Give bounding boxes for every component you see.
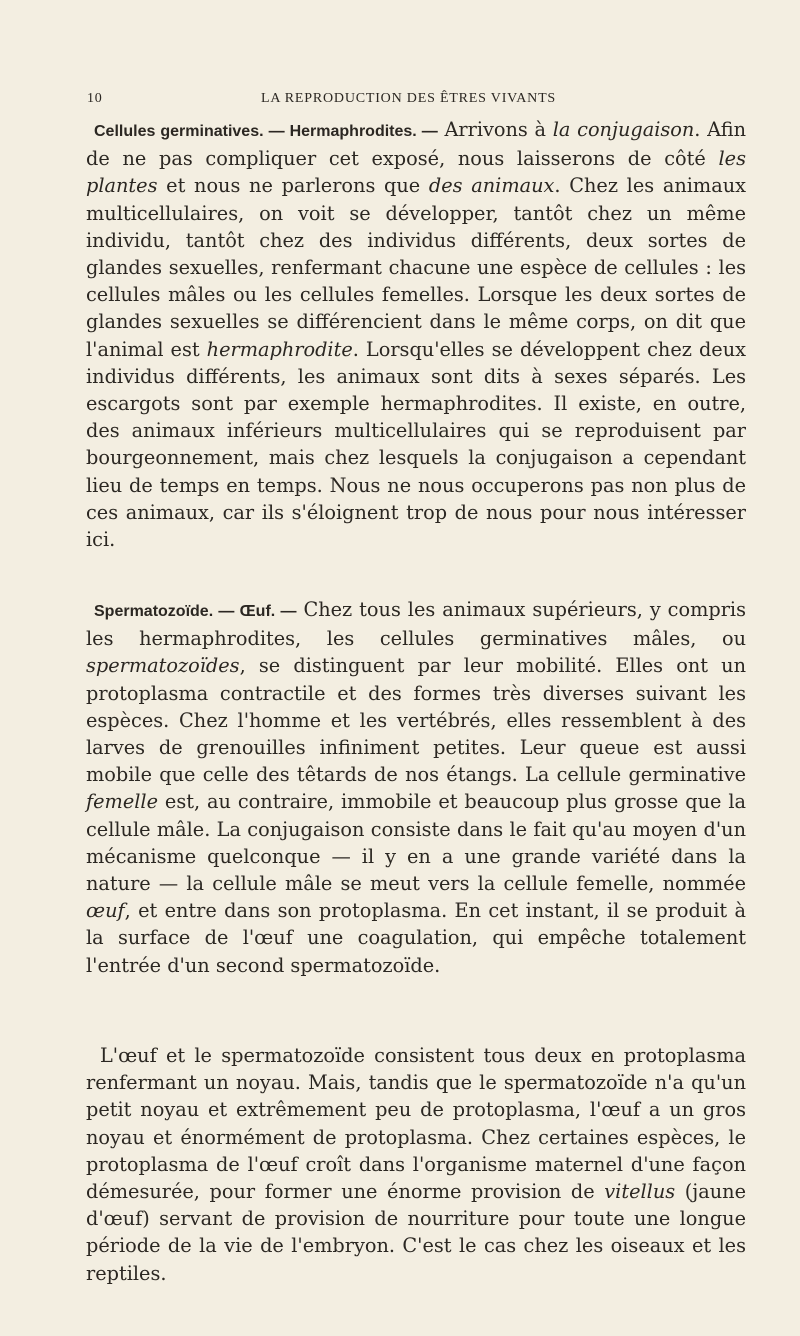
text-run: Arrivons à bbox=[437, 118, 553, 141]
text-run: (jaune d'œuf) servant de provision de nourriture pour toute une longue période de la vie de l'embryon. C'est le cas chez les oiseaux et les reptiles. bbox=[86, 1180, 747, 1285]
text-run: . Afin de ne pas compliquer cet exposé, nous laisserons de côté bbox=[86, 118, 747, 171]
paragraph-cellules-germinatives bbox=[86, 116, 746, 553]
italic-term: les plantes bbox=[86, 147, 746, 198]
text-run: , se distinguent par leur mobilité. Elles ont un protoplasma contractile et des formes très diverses suivant les espèces. Chez l'homme et les vertébrés, elles ressemblent à des larves de grenouilles infiniment petites. Leur queue est aussi mobile que celle des têtards de nos étangs. La cellule germinative bbox=[86, 654, 746, 787]
italic-term: la conjugaison bbox=[552, 118, 695, 141]
text-run: est, au contraire, immobile et beaucoup plus grosse que la cellule mâle. La conjugaison consiste dans le fait qu'au moyen d'un mécanisme quelconque — il y en a une grande variété dans la nature — la cellule mâle se meut vers la cellule femelle, nommée bbox=[86, 790, 746, 896]
italic-term: vitellus bbox=[604, 1180, 676, 1204]
page-number: 10 bbox=[87, 91, 103, 106]
italic-term: des animaux bbox=[428, 174, 555, 198]
italic-term: femelle bbox=[86, 790, 158, 814]
text-run: . Chez les animaux multicellulaires, on voit se développer, tantôt chez un même individu, tantôt chez des individus différents, deux sortes de glandes sexuelles, renfermant chacune une espèce de cellules : les cellules mâles ou les cellules femelles. Lorsque les deux sortes de glandes sexuelles se différencient dans le même corps, on dit que l'animal est bbox=[86, 174, 746, 361]
running-head-title: LA REPRODUCTION DES ÊTRES VIVANTS bbox=[261, 91, 557, 106]
italic-term: œuf bbox=[86, 899, 125, 923]
text-run: L'œuf et le spermatozoïde consistent tous deux en protoplasma renfermant un noyau. Mais, tandis que le spermatozoïde n'a qu'un petit noyau et extrêmement peu de protoplasma, l'œuf a un gros noyau et énormément de protoplasma. Chez certaines espèces, le protoplasma de l'œuf croît dans l'organisme maternel d'une façon démesurée, pour former une énorme provision de bbox=[86, 1044, 746, 1204]
text-run: et nous ne parlerons que bbox=[157, 174, 429, 198]
text-run: , et entre dans son protoplasma. En cet instant, il se produit à la surface de l'œuf une coagulation, qui empêche totalement l'entrée d'un second spermatozoïde. bbox=[86, 899, 746, 977]
paragraph-spermatozoide bbox=[86, 596, 746, 979]
italic-term: hermaphrodite bbox=[206, 337, 353, 361]
italic-term: spermatozoïdes bbox=[86, 654, 240, 678]
text-run: . Lorsqu'elles se développent chez deux individus différents, les animaux sont dits à sexes séparés. Les escargots sont par exemple hermaphrodites. Il existe, en outre, des animaux inférieurs multicellulaires qui se reproduisent par bourgeonnement, mais chez lesquels la conjugaison a cependant lieu de temps en temps. Nous ne nous occuperons pas non plus de ces animaux, car ils s'éloignent trop de nous pour nous intéresser ici. bbox=[86, 337, 746, 552]
section-heading-spermatozoide: Spermatozoïde. — Œuf. — bbox=[94, 603, 297, 620]
section-heading-cellules-germinatives: Cellules germinatives. — Hermaphrodites. — bbox=[94, 123, 438, 140]
text-run: Chez tous les animaux supérieurs, y compris les hermaphrodites, les cellules germinatives mâles, ou bbox=[86, 598, 746, 651]
paragraph-oeuf-vitellus bbox=[86, 1042, 746, 1287]
